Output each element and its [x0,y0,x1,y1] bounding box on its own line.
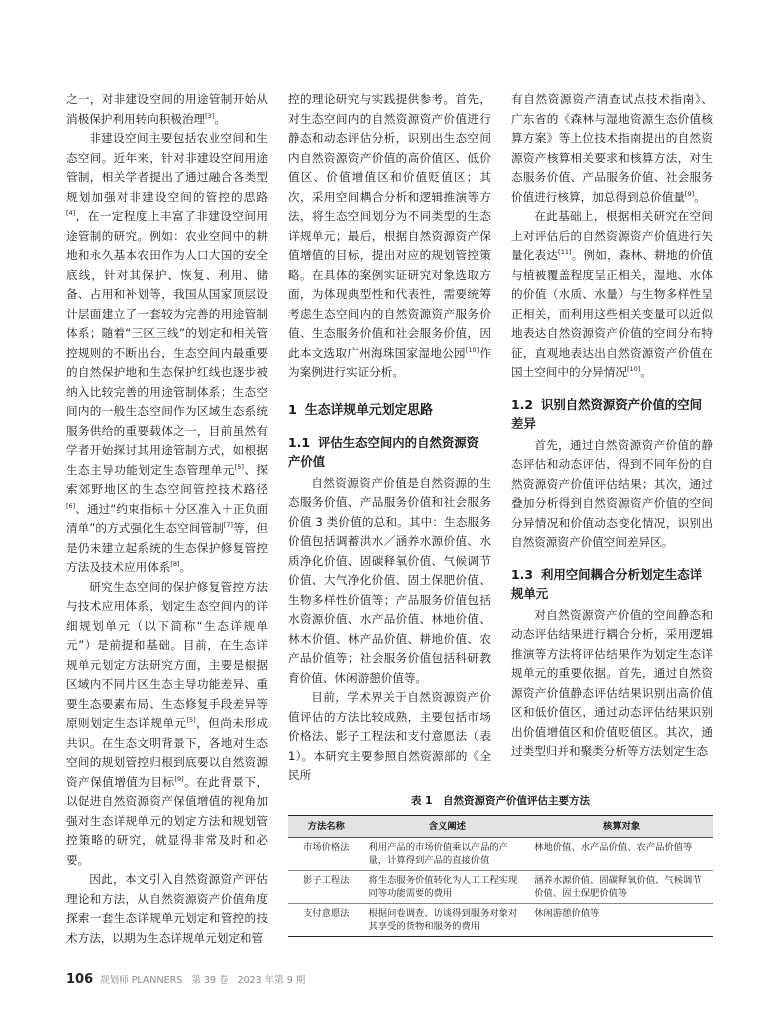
section-heading-1: 1 生态详规单元划定思路 [288,402,433,418]
issue-label: 2023 年第 9 期 [237,975,306,986]
text-column-2 [288,90,491,786]
column-header: 核算对象 [530,816,713,838]
paragraph: 非建设空间主要包括农业空间和生态空间。近年来，针对非建设空间用途管制，相关学者提出了通过融合各类型规划加强对非建设空间的管控的思路[4]，在一定程度上丰富了非建设空间用途管制的研究。例如：农业空间中的耕地和永久基本农田作为人口大国的安全底线，针对其保护、恢复、利用、储备、占用和补划等，我国从国家顶层设计层面建立了一套较为完善的用途管制体系；随着“三区三线”的划定和相关管控规则的不断出台，生态空间内最重要的自然保护地和生态保护红线也逐步被纳入比较完善的用途管制体系；生态空间内的一般生态空间作为区域生态系统服务供给的重要载体之一，目前虽然有学者开始探讨其用途管制方式，如根据生态主导功能划定生态管理单元[5]、探索郊野地区的生态空间管控技术路径[6]、通过“约束指标＋分区准入＋正负面清单”的方式强化生态空间管制[7]等，但是仍未建立起系统的生态保护修复管控方法及技术应用体系[8]。 [66,131,268,574]
table-cell: 涵养水源价值、固碳释氧价值、气候调节价值、固土保肥价值等 [530,871,713,904]
table-row [288,838,713,871]
table-cell: 市场价格法 [288,838,365,871]
section-heading-1-1: 1.1 评估生态空间内的自然资源资产价值 [288,434,480,469]
table-caption: 表 1 自然资源资产价值评估主要方法 [411,795,590,807]
table-cell: 利用产品的市场价值乘以产品的产量，计算得到产品的直接价值 [365,838,531,871]
paragraph: 研究生态空间的保护修复管控方法与技术应用体系，划定生态空间内的详细规划单元（以下简称“生态详规单元”）是前提和基础。目前，在生态详规单元划定方法研究方面，主要是根据区域内不同片区生态主导功能差异、重要生态要素布局、生态修复手段差异等原则划定生态详规单元[5]，但尚未形成共识。在生态文明背景下，各地对生态空间的规划管控归根到底要以自然资源资产保值增值为目标[9]。在此背景下，以促进自然资源资产保值增值的视角加强对生态详规单元的划定方法和规划管控策略的研究，就显得非常及时和必要。 [66,579,268,867]
paragraph: 控的理论研究与实践提供参考。首先，对生态空间内的自然资源资产价值进行静态和动态评估分析，识别出生态空间内自然资源资产价值的高价值区、低价值区、价值增值区和价值贬值区；其次，采用空间耦合分析和逻辑推演等方法，将生态空间划分为不同类型的生态详规单元；最后，根据自然资源资产保值增值的目标，提出对应的规划管控策略。在具体的案例实证研究对象选取方面，为体现典型性和代表性，需要统筹考虑生态空间内的自然资源资产服务价值、生态服务价值和社会服务价值，因此本文选取广州海珠国家湿地公园[10]作为案例进行实证分析。 [288,92,491,379]
column-header: 方法名称 [288,816,365,838]
paragraph: 因此，本文引入自然资源资产评估理论和方法，从自然资源资产价值角度探索一套生态详规单元划定和管控的技术方法，以期为生态详规单元划定和管 [66,872,268,945]
paragraph: 在此基础上，根据相关研究在空间上对评估后的自然资源资产价值进行矢量化表达[11]。例如，森林、耕地的价值与植被覆盖程度呈正相关，湿地、水体的价值（水质、水量）与生物多样性呈正相关，而利用这些相关变量可以近似地表达自然资源资产价值的空间分布特征，直观地表达出自然资源资产价值在国土空间中的分异情况[10]。 [511,209,713,379]
page-footer [66,972,311,987]
table-row [288,871,713,904]
column-header: 含义阐述 [365,816,531,838]
table-cell: 林地价值、水产品价值、农产品价值等 [530,838,713,871]
table-1 [288,793,713,937]
table-cell: 支付意愿法 [288,904,365,937]
paragraph: 对自然资源资产价值的空间静态和动态评估结果进行耦合分析，采用逻辑推演等方法将评估结果作为划定生态详规单元的重要依据。首先，通过自然资源资产价值静态评估结果识别出高价值区和低价值区，通过动态评估结果识别出价值增值区和价值贬值区。其次，通过类型归并和聚类分析等方法划定生态 [511,607,713,758]
paragraph: 目前，学术界关于自然资源资产价值评估的方法比较成熟，主要包括市场价格法、影子工程法和支付意愿法（表 1）。本研究主要参照自然资源部的《全民所 [288,690,491,782]
paragraph: 之一，对非建设空间的用途管制开始从消极保护利用转向积极治理[3]。 [66,92,268,126]
volume-label: 第 39 卷 [191,975,229,986]
page-number: 106 [66,972,94,987]
text-column-1 [66,90,268,948]
paragraph: 自然资源资产价值是自然资源的生态服务价值、产品服务价值和社会服务价值 3 类价值的总和。其中：生态服务价值包括调蓄洪水／涵养水源价值、水质净化价值、固碳释氧价值、气候调节价值、大气净化价值、固土保肥价值、生物多样性价值等；产品服务价值包括水资源价值、水产品价值、林地价值、林木价值、林产品价值、耕地价值、农产品价值等；社会服务价值包括科研教育价值、休闲游憩价值等。 [288,475,491,685]
paragraph: 有自然资源资产清查试点技术指南》、广东省的《森林与湿地资源生态价值核算方案》等上位技术指南提出的自然资源资产核算相关要求和核算方法，对生态服务价值、产品服务价值、社会服务价值进行核算，加总得到总价值量[9]。 [511,92,713,204]
section-heading-1-3: 1.3 利用空间耦合分析划定生态详规单元 [511,566,703,601]
journal-name: 规划师 PLANNERS [100,975,183,986]
table-cell: 将生态服务价值转化为人工工程实现同等功能需要的费用 [365,871,531,904]
table-cell: 根据问卷调查、访谈得到服务对象对其享受的货物和服务的费用 [365,904,531,937]
methods-table [288,815,713,937]
section-heading-1-2: 1.2 识别自然资源资产价值的空间差异 [511,396,703,431]
table-row [288,904,713,937]
table-cell: 休闲游憩价值等 [530,904,713,937]
text-column-3 [511,90,713,762]
paragraph: 首先，通过自然资源资产价值的静态评估和动态评估，得到不同年份的自然资源资产价值评估结果；其次，通过叠加分析得到自然资源资产价值的空间分异情况和价值动态变化情况，识别出自然资源资产价值空间差异区。 [511,437,713,549]
table-cell: 影子工程法 [288,871,365,904]
table-header-row [288,816,713,838]
